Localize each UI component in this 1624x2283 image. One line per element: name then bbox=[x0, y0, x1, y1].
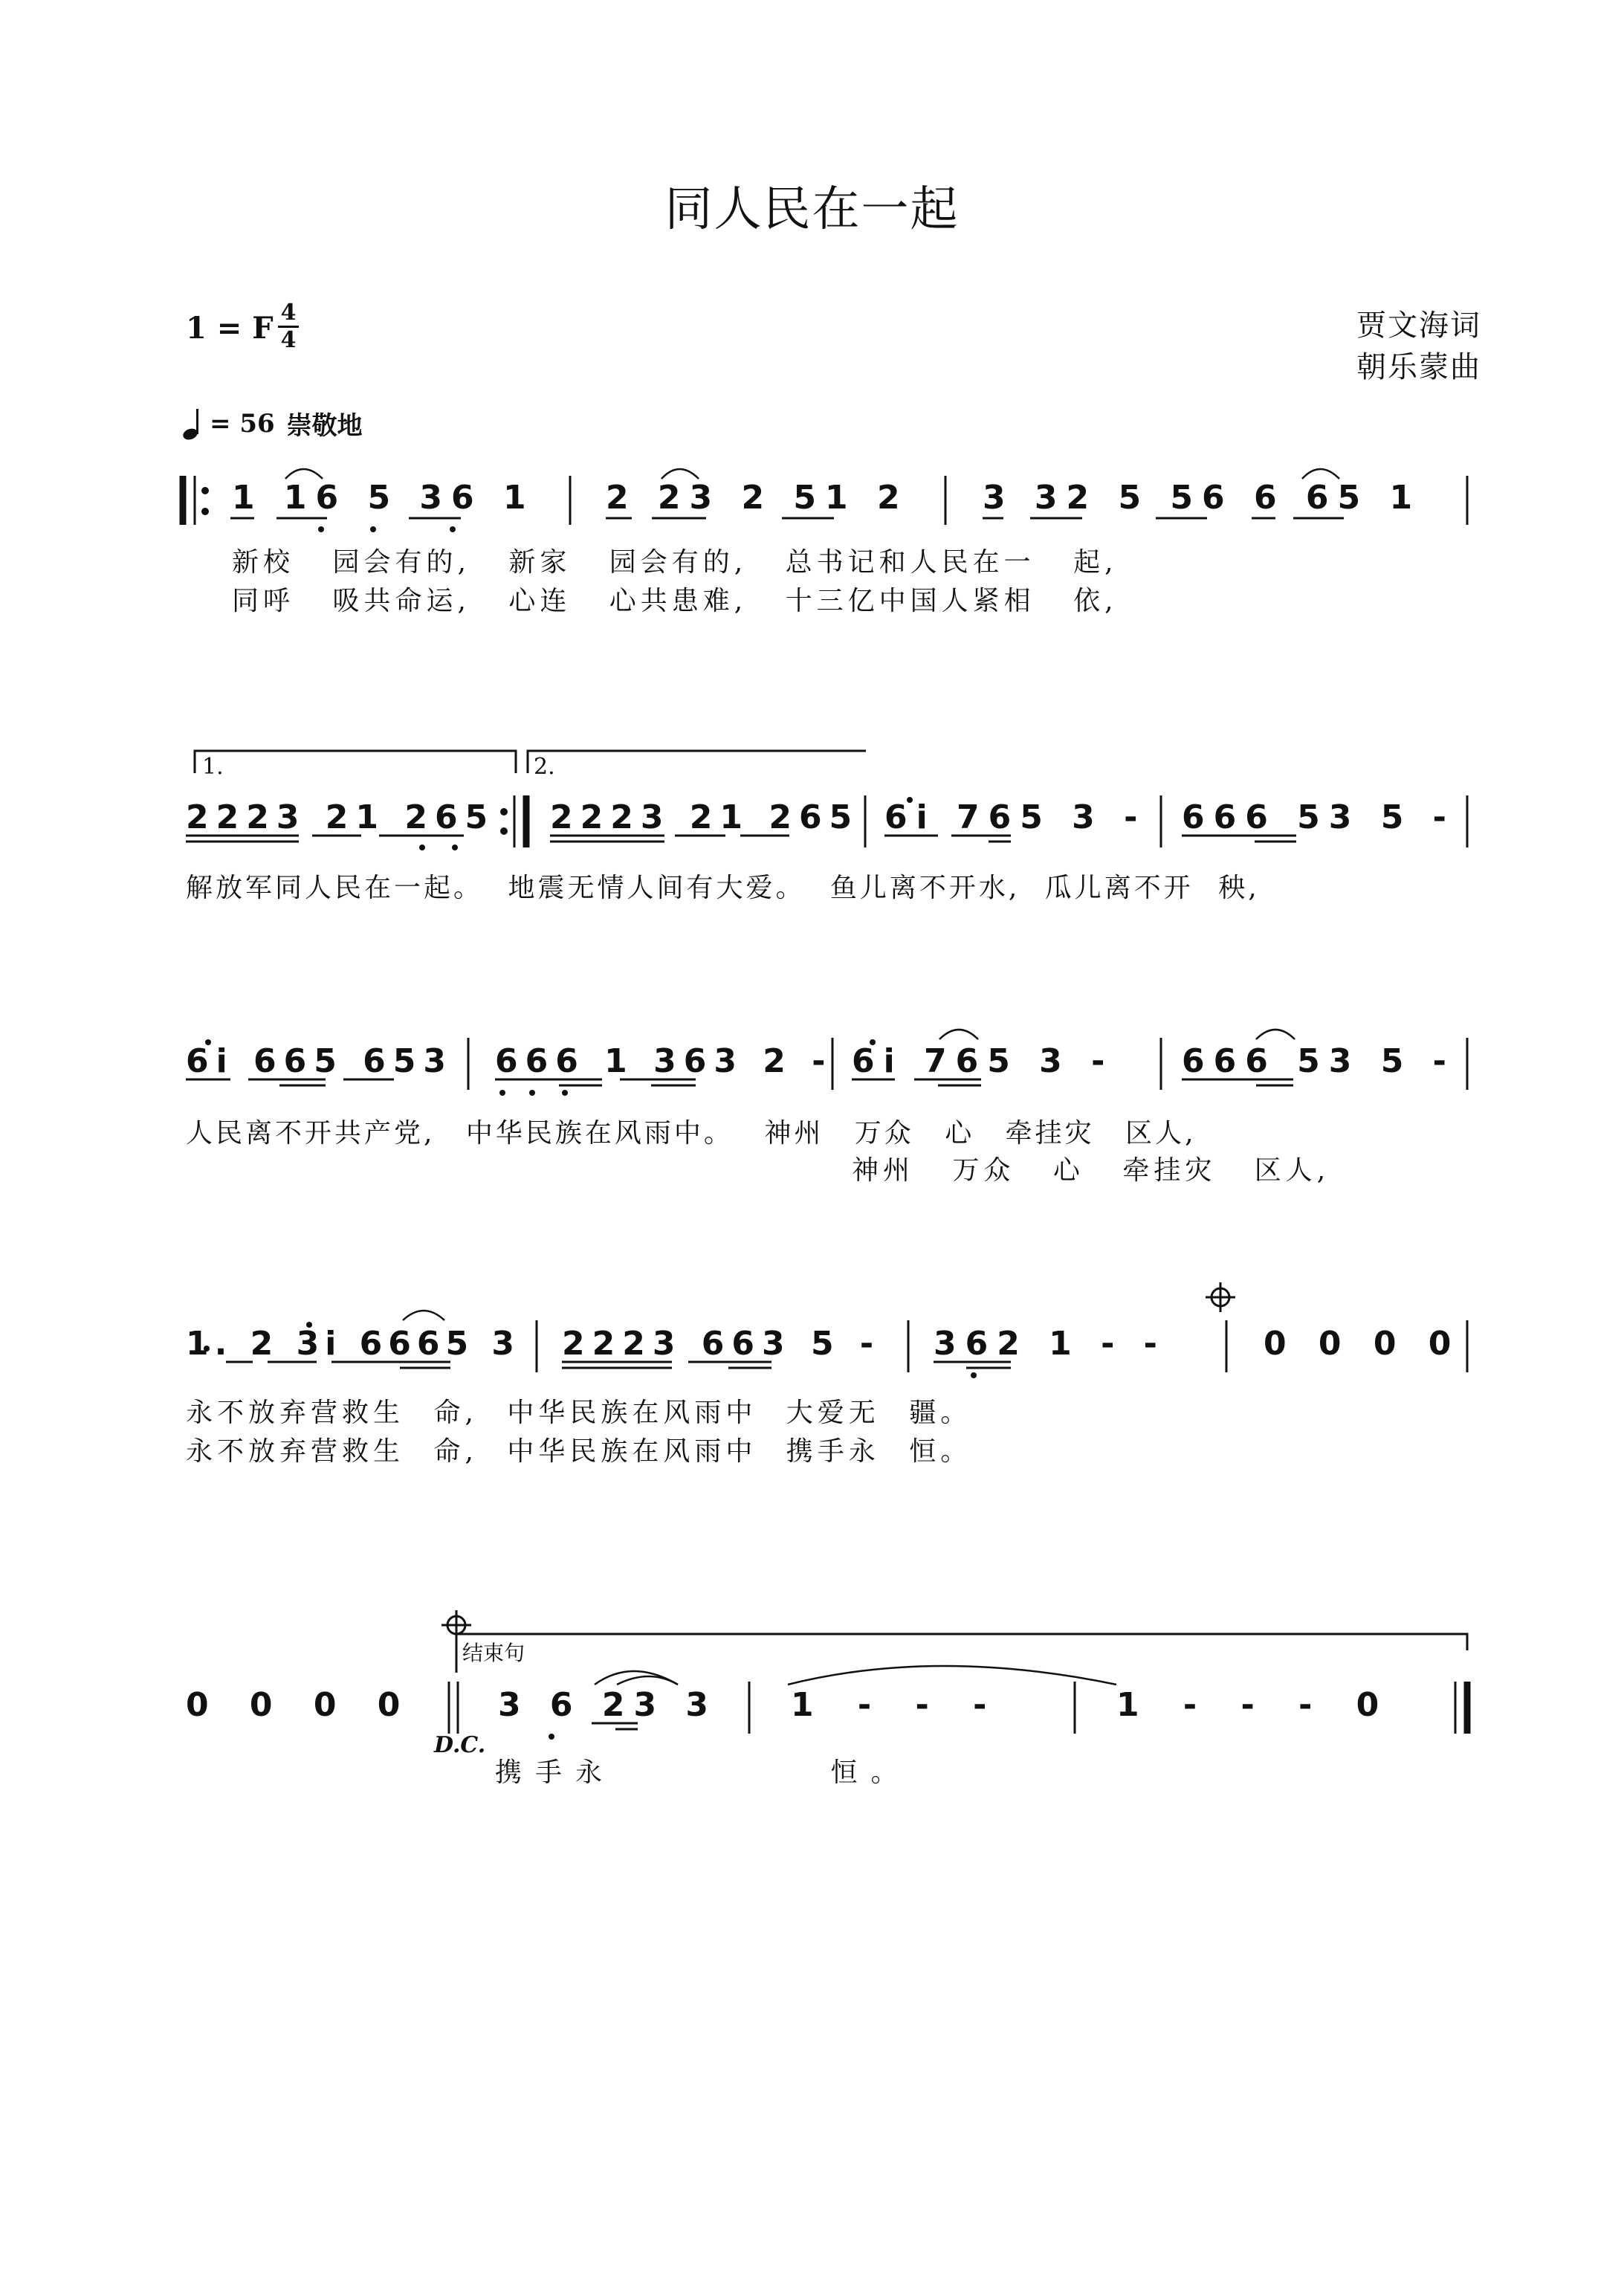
system-1-lyrics-verse-1: 新校 园会有的, 新家 园会有的, 总书记和人民在一 起, bbox=[232, 547, 1118, 578]
time-signature-bottom: 4 bbox=[280, 327, 297, 353]
system-4-coda-sign bbox=[1206, 1282, 1235, 1312]
system-3-ties bbox=[939, 1030, 1295, 1039]
system-1-lyrics-verse-2: 同呼 吸共命运, 心连 心共患难, 十三亿中国人紧相 依, bbox=[232, 586, 1118, 616]
system-1-measure-1: 1 16 5 36 1 bbox=[232, 479, 535, 517]
tempo-expression: 崇敬地 bbox=[286, 411, 363, 441]
system-5-ties bbox=[595, 1666, 1116, 1685]
system-5-measure-1: 0 0 0 0 bbox=[186, 1686, 415, 1724]
system-2-measure-1: 2223 21 265 bbox=[186, 798, 496, 836]
system-2-measure-4: 666 53 5 - bbox=[1182, 798, 1455, 836]
page-title: 同人民在一起 bbox=[664, 182, 960, 237]
system-4-ties bbox=[403, 1311, 444, 1320]
volta-1-label: 1. bbox=[202, 754, 224, 780]
system-3-lyrics-line-1: 人民离不开共产党, 中华民族在风雨中。 神州 万众 心 牵挂灾 区人, bbox=[186, 1118, 1197, 1149]
system-4-lyrics-verse-2: 永不放弃营救生 命, 中华民族在风雨中 携手永 恒。 bbox=[186, 1436, 972, 1467]
system-5-coda bbox=[441, 1610, 1467, 1673]
system-2-measure-3: 6i 765 3 - bbox=[884, 798, 1147, 836]
system-5-lyrics: 携手永 恒。 bbox=[495, 1757, 911, 1788]
composer: 朝乐蒙曲 bbox=[1356, 350, 1481, 384]
system-2-measure-2: 2223 21 265 bbox=[550, 798, 860, 836]
system-3-measure-2: 666 1 363 2 - bbox=[495, 1042, 833, 1080]
system-5-measure-2: 3 6 23 3 bbox=[498, 1686, 718, 1724]
system-1-measure-2: 2 23 2 51 2 bbox=[606, 479, 909, 517]
system-2-underlines bbox=[186, 836, 1296, 842]
system-5-measure-3: 1 - - - bbox=[791, 1686, 1003, 1724]
system-3-underlines bbox=[186, 1079, 1293, 1085]
system-5-octave-dots bbox=[549, 1734, 554, 1740]
system-5-measure-4: 1 - - - 0 bbox=[1116, 1686, 1396, 1724]
system-4-measure-3: 362 1 - - bbox=[934, 1325, 1166, 1363]
system-1-ties bbox=[285, 469, 1339, 479]
system-4-measure-2: 2223 663 5 - bbox=[562, 1325, 881, 1363]
coda-ending-label: 结束句 bbox=[462, 1641, 525, 1665]
system-2-lyrics: 解放军同人民在一起。 地震无情人间有大爱。 鱼儿离不开水, 瓜儿离不开 秧, bbox=[186, 873, 1260, 903]
system-4-measure-1: 1. 2 3i 6665 3 bbox=[186, 1325, 520, 1363]
system-3-lyrics-line-2: 神州 万众 心 牵挂灾 区人, bbox=[852, 1155, 1330, 1186]
time-signature-top: 4 bbox=[280, 300, 297, 326]
system-2-voltas bbox=[195, 751, 866, 773]
system-4-measure-4: 0 0 0 0 bbox=[1264, 1325, 1462, 1363]
system-4-lyrics-verse-1: 永不放弃营救生 命, 中华民族在风雨中 大爱无 疆。 bbox=[186, 1398, 972, 1428]
system-1-octave-dots bbox=[318, 526, 456, 532]
system-3-measure-4: 666 53 5 - bbox=[1182, 1042, 1455, 1080]
system-5-underlines bbox=[592, 1723, 638, 1729]
lyricist: 贾文海词 bbox=[1356, 309, 1481, 343]
key-signature: 1 = F bbox=[186, 311, 274, 346]
system-4-underlines bbox=[226, 1362, 1011, 1368]
da-capo-marking: D.C. bbox=[434, 1732, 486, 1758]
tempo-value: = 56 bbox=[210, 408, 275, 439]
system-3-measure-3: 6i 765 3 - bbox=[852, 1042, 1114, 1080]
system-3-measure-1: 6i 665 653 bbox=[186, 1042, 454, 1080]
system-1-measure-3: 3 32 5 56 6 65 1 bbox=[983, 479, 1422, 517]
volta-2-label: 2. bbox=[534, 754, 555, 780]
